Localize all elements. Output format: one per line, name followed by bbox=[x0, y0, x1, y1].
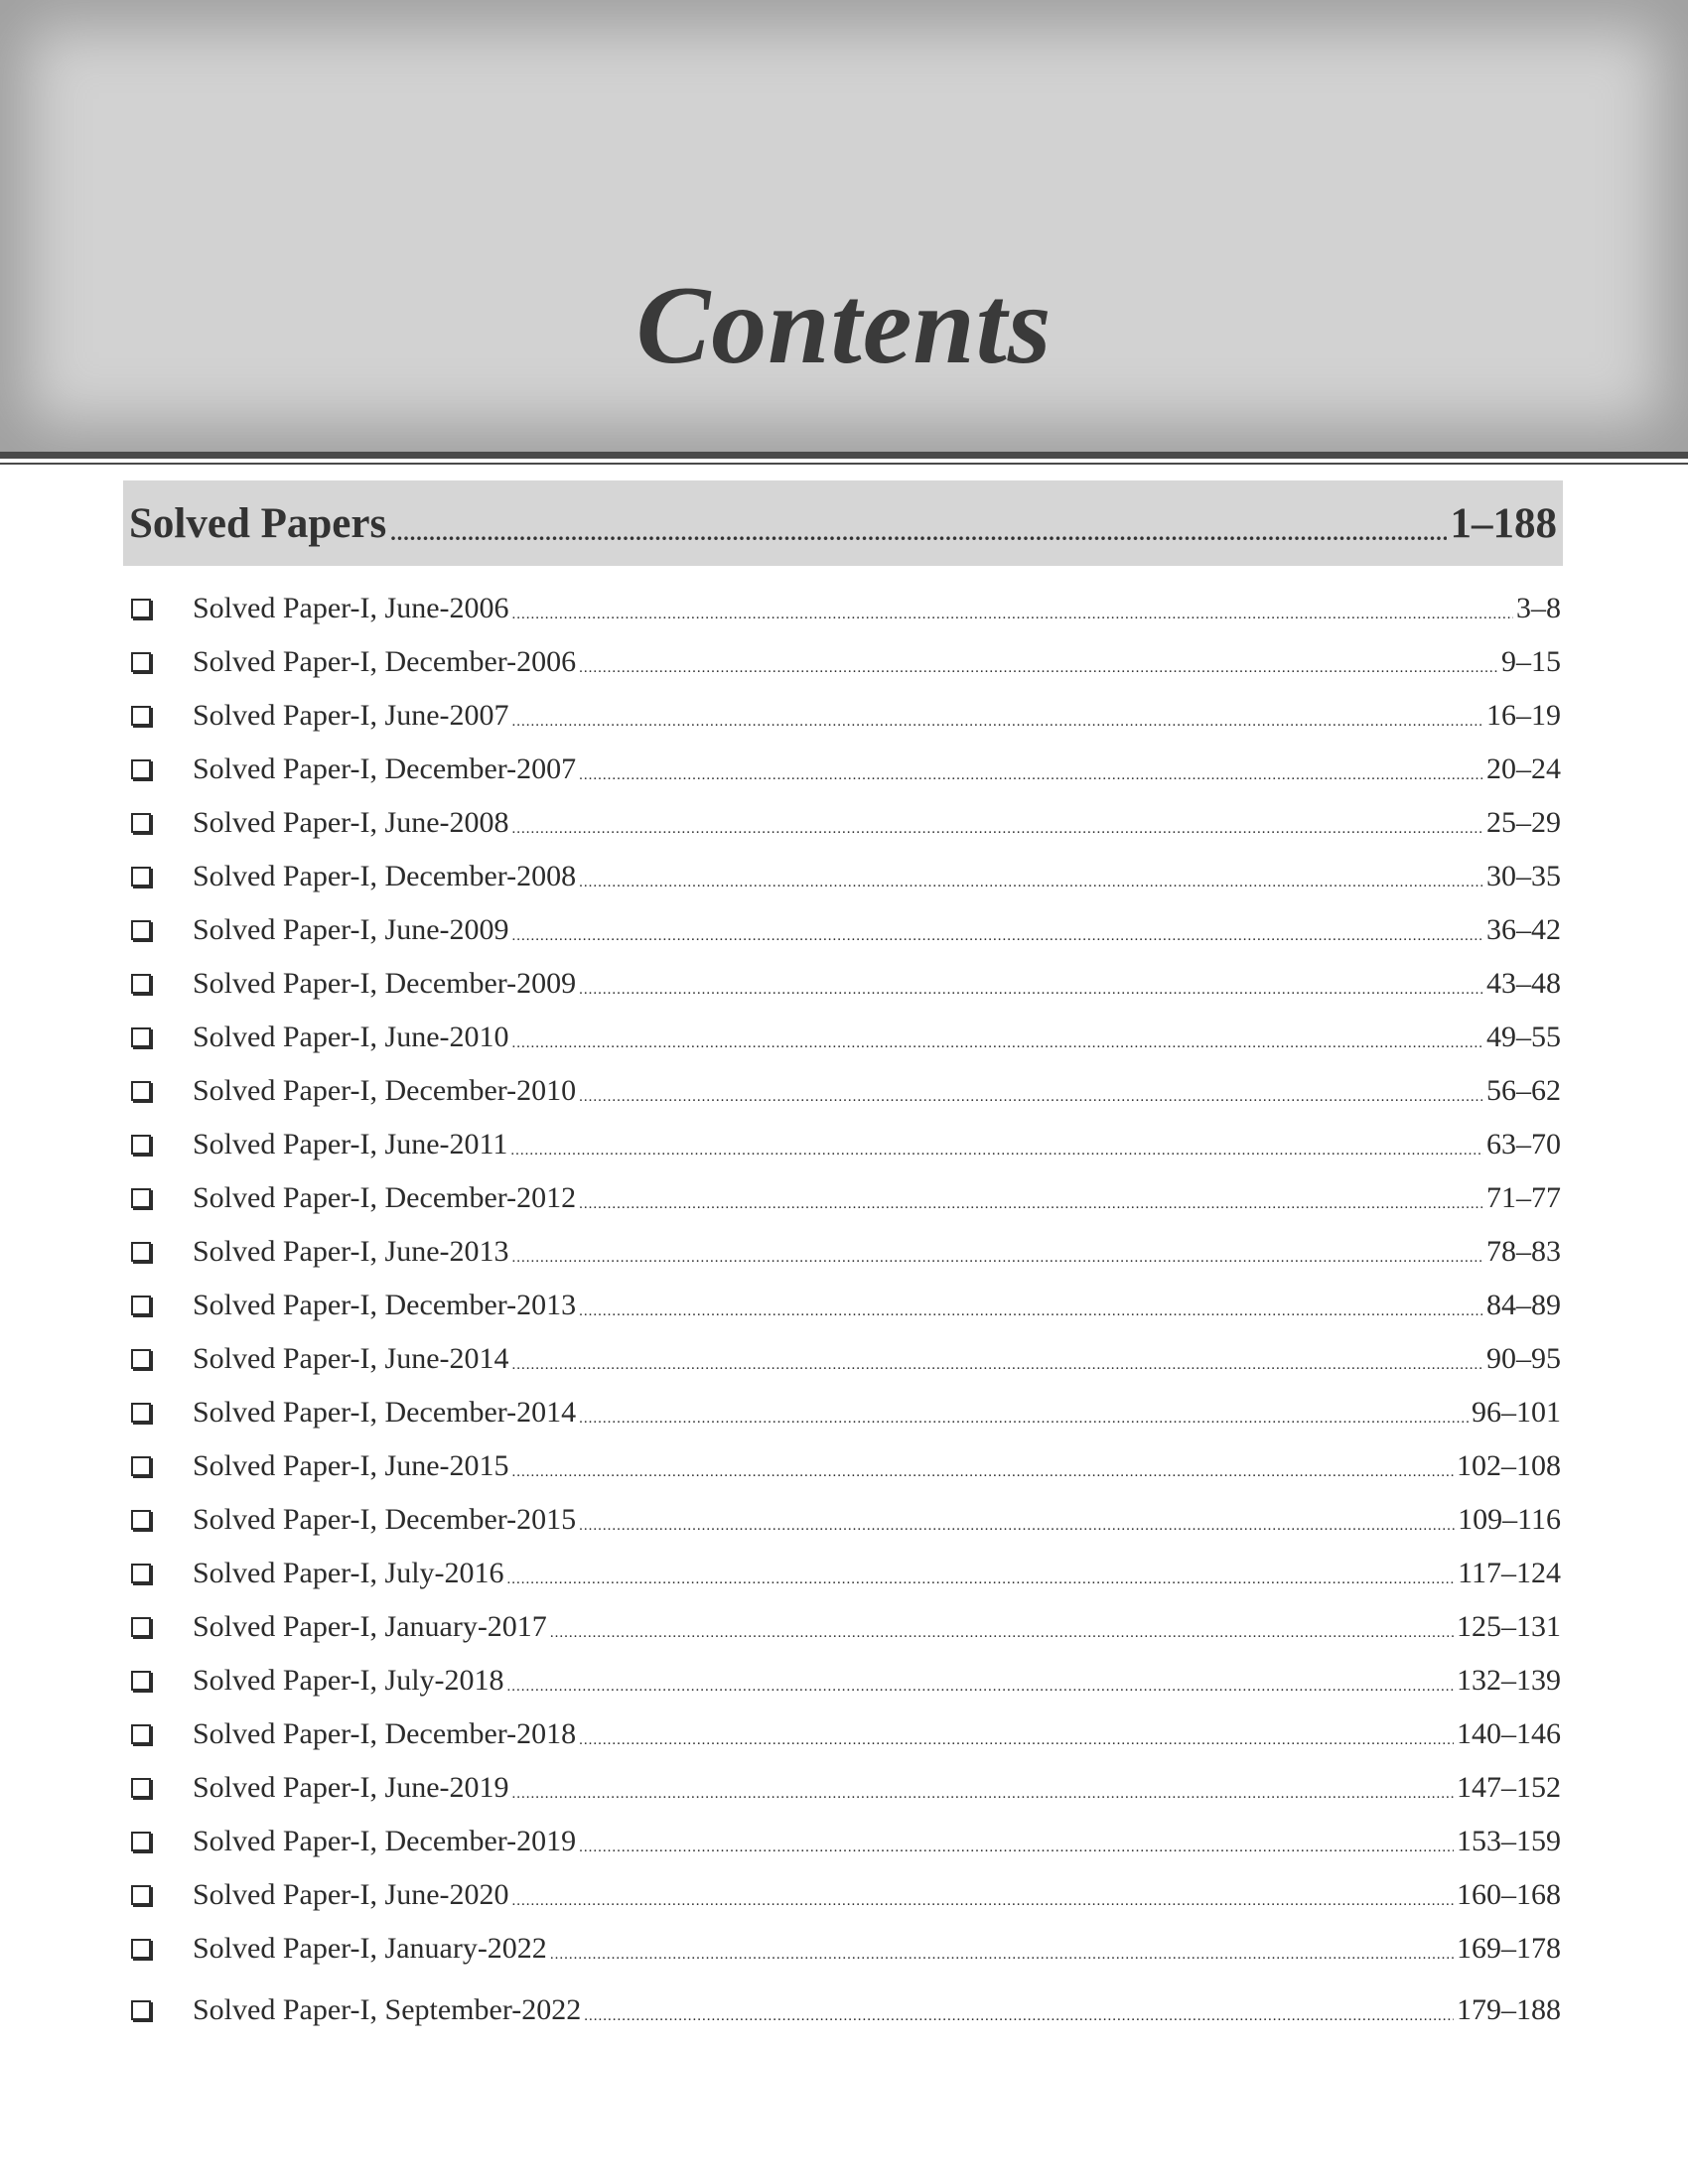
toc-entry-pages: 71–77 bbox=[1486, 1181, 1561, 1214]
toc-entry-label: Solved Paper-I, December-2015 bbox=[193, 1503, 577, 1536]
toc-entry-label: Solved Paper-I, June-2015 bbox=[193, 1449, 509, 1482]
dot-leader bbox=[512, 714, 1483, 731]
checkbox-bullet-icon bbox=[131, 1027, 151, 1047]
dot-leader bbox=[579, 1518, 1455, 1535]
dot-leader bbox=[512, 607, 1513, 623]
checkbox-bullet-icon bbox=[131, 759, 151, 779]
section-heading-label: Solved Papers bbox=[129, 499, 387, 547]
toc-entry[interactable] bbox=[123, 582, 1561, 635]
toc-entry-label: Solved Paper-I, December-2019 bbox=[193, 1825, 577, 1857]
toc-entry-label: Solved Paper-I, June-2008 bbox=[193, 806, 509, 839]
toc-entry[interactable] bbox=[123, 1386, 1561, 1439]
checkbox-bullet-icon bbox=[131, 1510, 151, 1530]
toc-entry-pages: 109–116 bbox=[1458, 1503, 1561, 1536]
toc-entry-label: Solved Paper-I, June-2020 bbox=[193, 1878, 509, 1911]
checkbox-bullet-icon bbox=[131, 1135, 151, 1155]
checkbox-bullet-icon bbox=[131, 1885, 151, 1905]
checkbox-bullet-icon bbox=[131, 813, 151, 833]
section-heading-pages: 1–188 bbox=[1450, 499, 1557, 547]
dot-leader bbox=[579, 1411, 1469, 1428]
dot-leader bbox=[512, 1250, 1483, 1267]
dot-leader bbox=[512, 928, 1483, 945]
toc-entry-label: Solved Paper-I, December-2012 bbox=[193, 1181, 577, 1214]
checkbox-bullet-icon bbox=[131, 867, 151, 887]
toc-entry-pages: 125–131 bbox=[1457, 1610, 1561, 1643]
toc-entry[interactable] bbox=[123, 850, 1561, 903]
toc-entry[interactable] bbox=[123, 1493, 1561, 1547]
toc-entry-label: Solved Paper-I, July-2016 bbox=[193, 1557, 504, 1589]
toc-entry[interactable] bbox=[123, 1064, 1561, 1118]
header-banner bbox=[0, 0, 1688, 452]
toc-entry-pages: 169–178 bbox=[1457, 1932, 1561, 1965]
checkbox-bullet-icon bbox=[131, 706, 151, 726]
dot-leader bbox=[579, 1196, 1483, 1213]
toc-entry-label: Solved Paper-I, July-2018 bbox=[193, 1664, 504, 1697]
toc-entry-pages: 16–19 bbox=[1486, 699, 1561, 732]
toc-entry-pages: 147–152 bbox=[1457, 1771, 1561, 1804]
toc-entry-pages: 102–108 bbox=[1457, 1449, 1561, 1482]
toc-entry[interactable] bbox=[123, 957, 1561, 1011]
toc-entry-label: Solved Paper-I, December-2007 bbox=[193, 752, 577, 785]
toc-entry-pages: 9–15 bbox=[1501, 645, 1561, 678]
toc-entry-label: Solved Paper-I, June-2009 bbox=[193, 913, 509, 946]
toc-entry[interactable] bbox=[123, 1761, 1561, 1815]
toc-entry[interactable] bbox=[123, 903, 1561, 957]
checkbox-bullet-icon bbox=[131, 1349, 151, 1369]
header-rule-thin bbox=[0, 463, 1688, 465]
dot-leader bbox=[579, 1732, 1454, 1749]
checkbox-bullet-icon bbox=[131, 1242, 151, 1262]
dot-leader bbox=[510, 1143, 1483, 1160]
dot-leader bbox=[579, 767, 1483, 784]
checkbox-bullet-icon bbox=[131, 1456, 151, 1476]
toc-entry-pages: 179–188 bbox=[1457, 1993, 1561, 2026]
toc-entry[interactable] bbox=[123, 1983, 1561, 2037]
dot-leader bbox=[584, 2008, 1454, 2025]
toc-entry-label: Solved Paper-I, January-2022 bbox=[193, 1932, 547, 1965]
toc-entry-label: Solved Paper-I, December-2018 bbox=[193, 1717, 577, 1750]
toc-entry-label: Solved Paper-I, June-2011 bbox=[193, 1128, 508, 1160]
toc-entry[interactable] bbox=[123, 1547, 1561, 1600]
toc-entry-pages: 140–146 bbox=[1457, 1717, 1561, 1750]
toc-entry-label: Solved Paper-I, December-2013 bbox=[193, 1289, 577, 1321]
toc-entry-label: Solved Paper-I, June-2007 bbox=[193, 699, 509, 732]
page-title: Contents bbox=[635, 264, 1053, 387]
toc-entry-label: Solved Paper-I, June-2013 bbox=[193, 1235, 509, 1268]
checkbox-bullet-icon bbox=[131, 1778, 151, 1798]
dot-leader bbox=[507, 1571, 1456, 1588]
dot-leader bbox=[512, 1035, 1483, 1052]
checkbox-bullet-icon bbox=[131, 1564, 151, 1583]
toc-entry-pages: 49–55 bbox=[1486, 1021, 1561, 1053]
dot-leader bbox=[579, 1089, 1483, 1106]
toc-entry-pages: 132–139 bbox=[1457, 1664, 1561, 1697]
toc-entry-pages: 63–70 bbox=[1486, 1128, 1561, 1160]
toc-entry[interactable] bbox=[123, 1439, 1561, 1493]
dot-leader bbox=[579, 1840, 1454, 1856]
checkbox-bullet-icon bbox=[131, 920, 151, 940]
checkbox-bullet-icon bbox=[131, 1296, 151, 1315]
checkbox-bullet-icon bbox=[131, 1403, 151, 1423]
toc-list bbox=[123, 582, 1561, 2037]
toc-entry-pages: 30–35 bbox=[1486, 860, 1561, 892]
toc-entry[interactable] bbox=[123, 1279, 1561, 1332]
toc-entry-pages: 56–62 bbox=[1486, 1074, 1561, 1107]
toc-entry-label: Solved Paper-I, June-2014 bbox=[193, 1342, 509, 1375]
checkbox-bullet-icon bbox=[131, 2000, 151, 2020]
toc-entry[interactable] bbox=[123, 1707, 1561, 1761]
toc-entry-label: Solved Paper-I, December-2006 bbox=[193, 645, 577, 678]
toc-entry[interactable] bbox=[123, 1815, 1561, 1868]
toc-entry[interactable] bbox=[123, 1600, 1561, 1654]
checkbox-bullet-icon bbox=[131, 1671, 151, 1691]
toc-entry[interactable] bbox=[123, 689, 1561, 743]
checkbox-bullet-icon bbox=[131, 1081, 151, 1101]
checkbox-bullet-icon bbox=[131, 1939, 151, 1959]
header-rule-thick bbox=[0, 452, 1688, 459]
toc-entry[interactable] bbox=[123, 1225, 1561, 1279]
toc-entry-pages: 84–89 bbox=[1486, 1289, 1561, 1321]
dot-leader bbox=[512, 1786, 1454, 1803]
toc-entry-pages: 78–83 bbox=[1486, 1235, 1561, 1268]
dot-leader bbox=[507, 1679, 1454, 1696]
checkbox-bullet-icon bbox=[131, 652, 151, 672]
toc-entry-label: Solved Paper-I, June-2010 bbox=[193, 1021, 509, 1053]
dot-leader bbox=[579, 982, 1483, 999]
section-heading[interactable] bbox=[123, 480, 1563, 566]
toc-entry-pages: 160–168 bbox=[1457, 1878, 1561, 1911]
toc-entry-label: Solved Paper-I, December-2008 bbox=[193, 860, 577, 892]
toc-entry[interactable] bbox=[123, 1332, 1561, 1386]
toc-entry[interactable] bbox=[123, 1922, 1561, 1976]
toc-entry-pages: 153–159 bbox=[1457, 1825, 1561, 1857]
checkbox-bullet-icon bbox=[131, 1188, 151, 1208]
toc-entry[interactable] bbox=[123, 1118, 1561, 1171]
toc-entry[interactable] bbox=[123, 743, 1561, 796]
toc-entry[interactable] bbox=[123, 1011, 1561, 1064]
toc-entry-label: Solved Paper-I, December-2010 bbox=[193, 1074, 577, 1107]
checkbox-bullet-icon bbox=[131, 1617, 151, 1637]
dot-leader bbox=[512, 1357, 1483, 1374]
toc-entry-pages: 3–8 bbox=[1516, 592, 1561, 624]
toc-entry[interactable] bbox=[123, 796, 1561, 850]
dot-leader bbox=[512, 1893, 1454, 1910]
dot-leader bbox=[390, 520, 1446, 546]
checkbox-bullet-icon bbox=[131, 974, 151, 994]
toc-entry-label: Solved Paper-I, December-2014 bbox=[193, 1396, 577, 1429]
toc-entry-label: Solved Paper-I, June-2019 bbox=[193, 1771, 509, 1804]
dot-leader bbox=[579, 660, 1498, 677]
dot-leader bbox=[550, 1625, 1454, 1642]
toc-entry-pages: 36–42 bbox=[1486, 913, 1561, 946]
toc-entry-label: Solved Paper-I, December-2009 bbox=[193, 967, 577, 1000]
checkbox-bullet-icon bbox=[131, 1724, 151, 1744]
toc-entry-label: Solved Paper-I, January-2017 bbox=[193, 1610, 547, 1643]
toc-entry-label: Solved Paper-I, September-2022 bbox=[193, 1993, 582, 2026]
toc-entry[interactable] bbox=[123, 1654, 1561, 1707]
toc-entry[interactable] bbox=[123, 635, 1561, 689]
toc-entry-pages: 117–124 bbox=[1458, 1557, 1561, 1589]
toc-entry-pages: 96–101 bbox=[1472, 1396, 1561, 1429]
dot-leader bbox=[550, 1947, 1454, 1964]
toc-entry-pages: 90–95 bbox=[1486, 1342, 1561, 1375]
dot-leader bbox=[512, 821, 1483, 838]
toc-entry-pages: 43–48 bbox=[1486, 967, 1561, 1000]
checkbox-bullet-icon bbox=[131, 599, 151, 618]
toc-entry-pages: 25–29 bbox=[1486, 806, 1561, 839]
toc-entry[interactable] bbox=[123, 1868, 1561, 1922]
dot-leader bbox=[579, 1303, 1483, 1320]
checkbox-bullet-icon bbox=[131, 1832, 151, 1851]
dot-leader bbox=[512, 1464, 1454, 1481]
toc-entry[interactable] bbox=[123, 1171, 1561, 1225]
toc-entry-pages: 20–24 bbox=[1486, 752, 1561, 785]
toc-entry-label: Solved Paper-I, June-2006 bbox=[193, 592, 509, 624]
dot-leader bbox=[579, 875, 1483, 891]
